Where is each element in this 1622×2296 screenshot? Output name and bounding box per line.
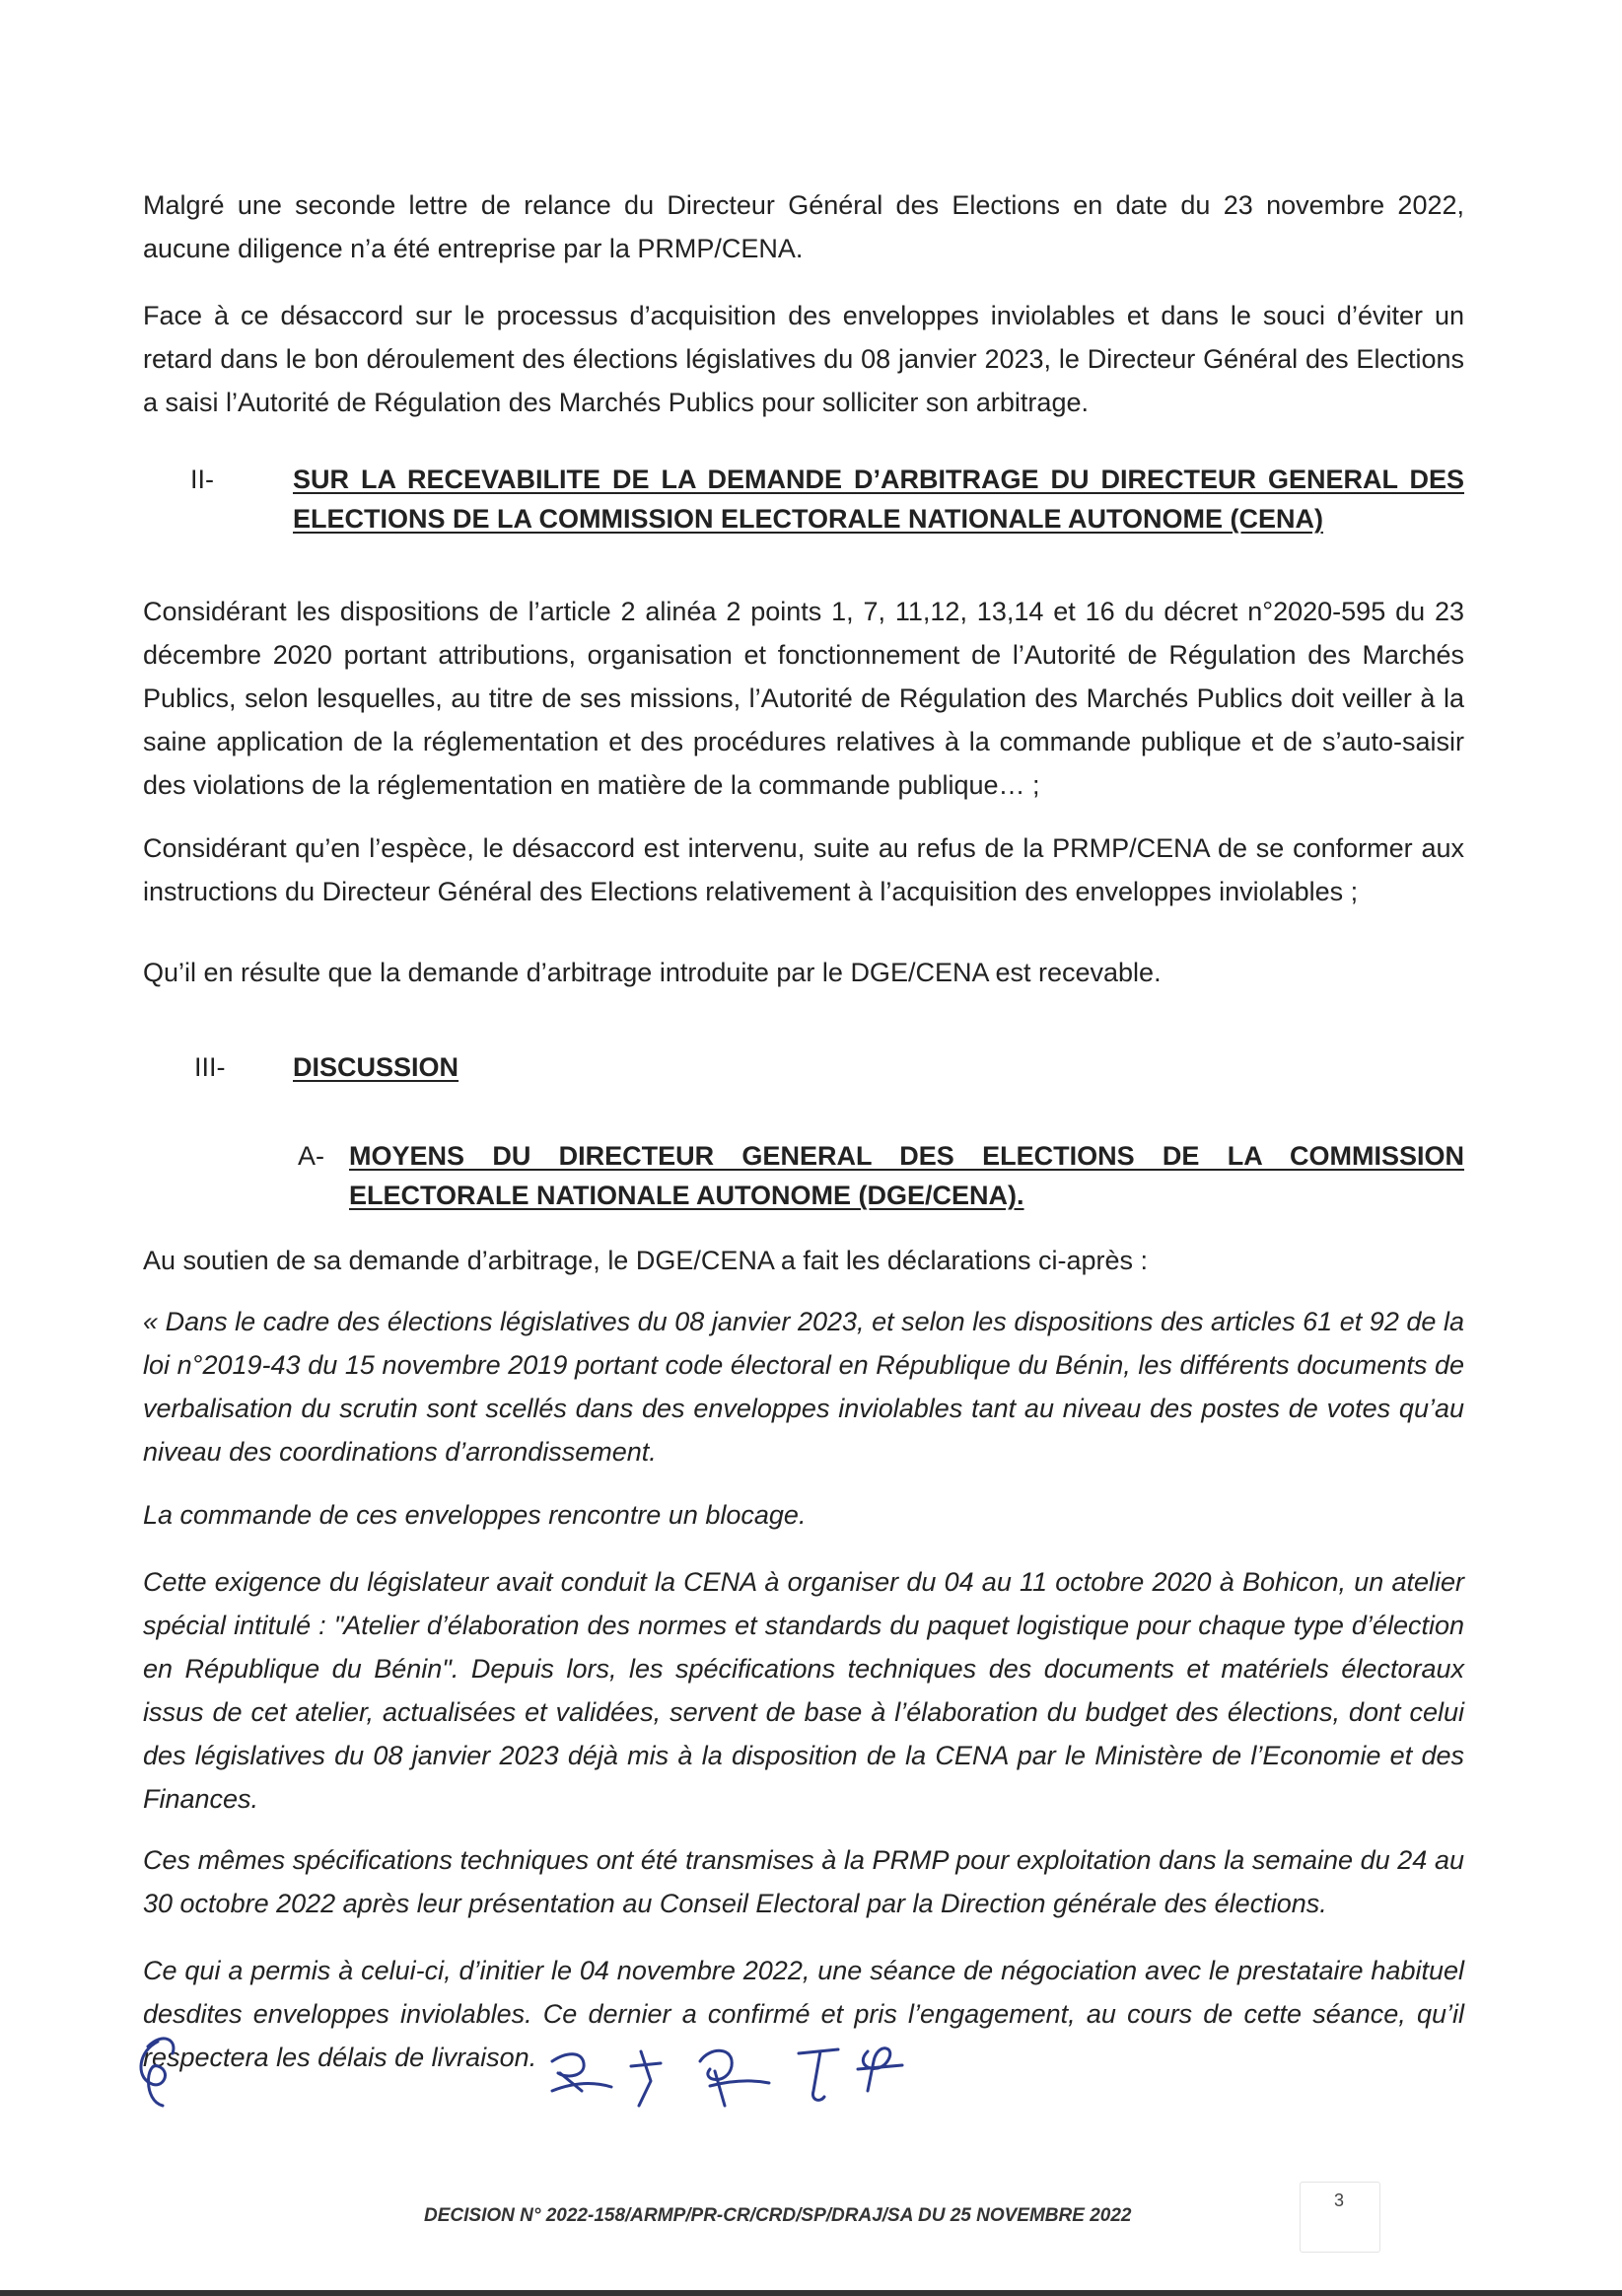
section-title: SUR LA RECEVABILITE DE LA DEMANDE D’ARBITRAGE DU DIRECTEUR GENERAL DES ELECTIONS DE LA COMMISSION ELECTORALE NATIONALE AUTONOME (CENA) xyxy=(293,465,1464,534)
paragraph-soutien: Au soutien de sa demande d’arbitrage, le DGE/CENA a fait les déclarations ci-après : xyxy=(143,1246,1149,1275)
paragraph-relance: Malgré une seconde lettre de relance du Directeur Général des Elections en date du 23 novembre 2022, aucune diligence n’a été entreprise par la PRMP/CENA. xyxy=(143,190,1464,263)
paragraph-considerant-espece: Considérant qu’en l’espèce, le désaccord est intervenu, suite au refus de la PRMP/CENA de se conformer aux instructions du Directeur Général des Elections relativement à l’acquisition des enveloppes inviolables ; xyxy=(143,833,1464,906)
paragraph-desaccord: Face à ce désaccord sur le processus d’acquisition des enveloppes inviolables et dans le souci d’éviter un retard dans le bon déroulement des élections législatives du 08 janvier 2023, le Directeur Général des Elections a saisi l’Autorité de Régulation des Marchés Publics pour solliciter son arbitrage. xyxy=(143,301,1464,417)
subsection-title: MOYENS DU DIRECTEUR GENERAL DES ELECTIONS DE LA COMMISSION ELECTORALE NATIONALE AUTONOME (DGE/CENA). xyxy=(349,1141,1464,1210)
quote-paragraph-blocage: La commande de ces enveloppes rencontre un blocage. xyxy=(143,1500,807,1530)
quote-paragraph-exigence: Cette exigence du législateur avait conduit la CENA à organiser du 04 au 11 octobre 2020 à Bohicon, un atelier spécial intitulé : ʺAtelier d’élaboration des normes et standards du paquet logistique pour chaque type d’élection en République du Béninʺ. Depuis lors, les spécifications techniques des documents et matériels électoraux issus de cet atelier, actualisées et validées, servent de base à l’élaboration du budget des élections, dont celui des législatives du 08 janvier 2023 déjà mis à la disposition de la CENA par le Ministère de l’Economie et des Finances. xyxy=(143,1567,1464,1814)
subsection-number: A- xyxy=(298,1141,324,1171)
quote-paragraph-specifications: Ces mêmes spécifications techniques ont été transmises à la PRMP pour exploitation dans la semaine du 24 au 30 octobre 2022 après leur présentation au Conseil Electoral par la Direction générale des élections. xyxy=(143,1845,1464,1918)
subsection-heading-moyens xyxy=(298,1136,1464,1219)
quote-paragraph-negociation: Ce qui a permis à celui-ci, d’initier le 04 novembre 2022, une séance de négociation avec le prestataire habituel desdites enveloppes inviolables. Ce dernier a confirmé et pris l’engagement, au cours de cette séance, qu’il respectera les délais de livraison. xyxy=(143,1956,1464,2072)
quote-paragraph-cadre: « Dans le cadre des élections législatives du 08 janvier 2023, et selon les dispositions des articles 61 et 92 de la loi n°2019-43 du 15 novembre 2019 portant code électoral en République du Bénin, les différents documents de verbalisation du scrutin sont scellés dans des enveloppes inviolables tant au niveau des postes de votes qu’au niveau des coordinations d’arrondissement. xyxy=(143,1307,1464,1467)
section-number: III- xyxy=(194,1052,226,1082)
footer-decision-reference: DECISION N° 2022-158/ARMP/PR-CR/CRD/SP/DRAJ/SA DU 25 NOVEMBRE 2022 xyxy=(424,2205,1132,2226)
section-heading-discussion xyxy=(194,1047,786,1091)
paragraph-recevable: Qu’il en résulte que la demande d’arbitrage introduite par le DGE/CENA est recevable. xyxy=(143,958,1162,987)
page-number-box xyxy=(1300,2182,1380,2253)
section-heading-recevabilite xyxy=(190,460,1464,542)
section-title: DISCUSSION xyxy=(293,1052,459,1082)
scan-edge xyxy=(0,2290,1622,2296)
page-number: 3 xyxy=(1334,2190,1345,2210)
paragraph-considerant-article: Considérant les dispositions de l’article 2 alinéa 2 points 1, 7, 11,12, 13,14 et 16 du décret n°2020-595 du 23 décembre 2020 portant attributions, organisation et fonctionnement de l’Autorité de Régulation des Marchés Publics, selon lesquelles, au titre de ses missions, l’Autorité de Régulation des Marchés Publics doit veiller à la saine application de la réglementation et des procédures relatives à la commande publique et de s’auto-saisir des violations de la réglementation en matière de la commande publique… ; xyxy=(143,597,1464,800)
section-number: II- xyxy=(190,465,214,494)
handwritten-initials-signature xyxy=(118,2022,907,2111)
